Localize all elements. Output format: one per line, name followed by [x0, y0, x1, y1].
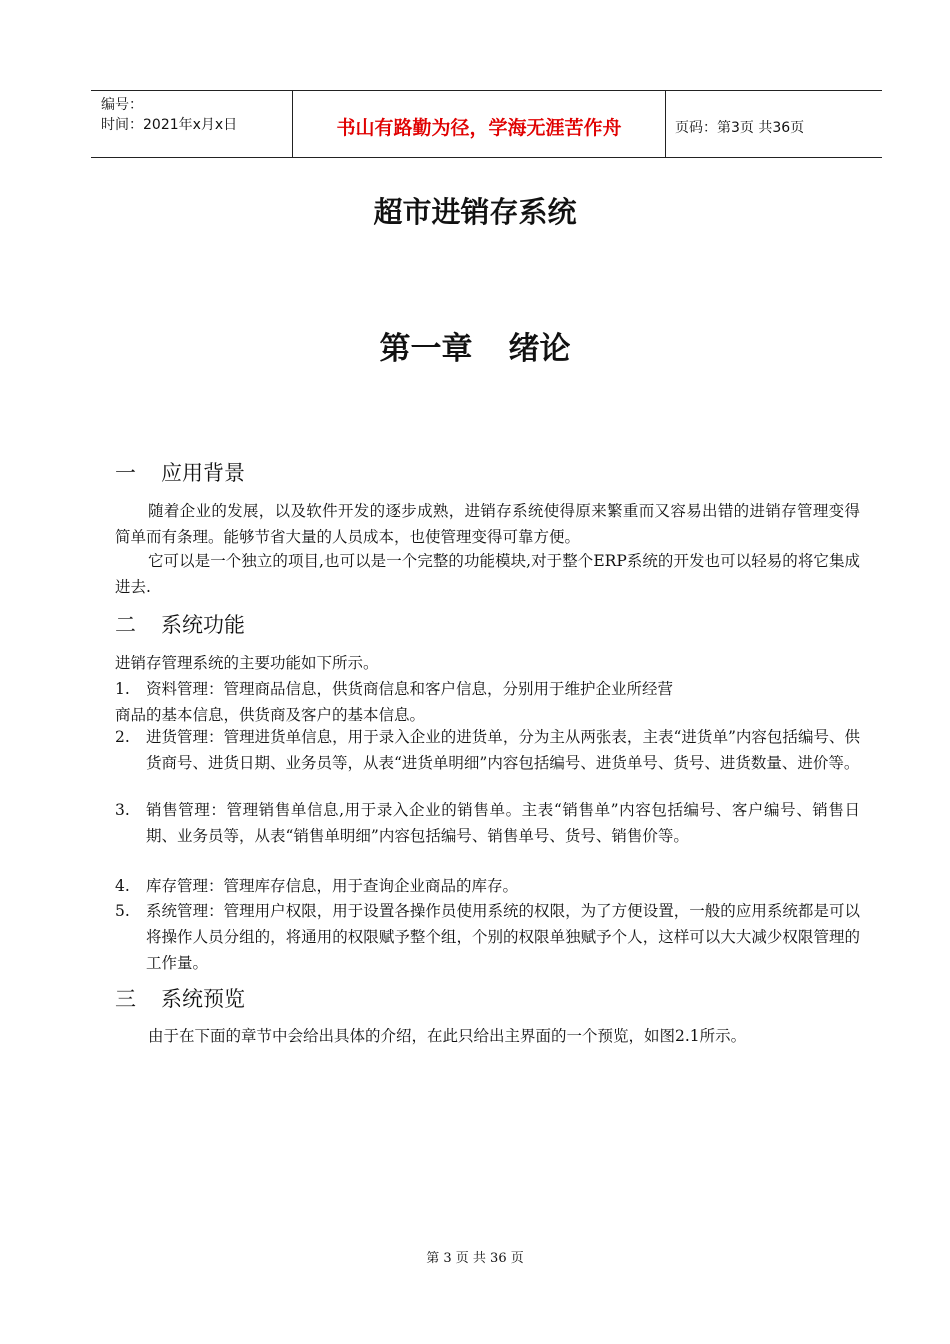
list-text: 销售管理：管理销售单信息,用于录入企业的销售单。主表“销售单”内容包括编号、客户编号、销售日期、业务员等，从表“销售单明细”内容包括编号、销售单号、货号、销售价等。: [146, 801, 860, 845]
list-text: 进货管理：管理进货单信息，用于录入企业的进货单，分为主从两张表，主表“进货单”内容包括编号、供货商号、进货日期、业务员等，从表“进货单明细”内容包括编号、进货单号、货号、进货数量、进价等。: [146, 728, 860, 772]
list-item: [115, 724, 860, 776]
section-number: 二: [115, 613, 136, 637]
list-number: 4.: [115, 877, 130, 895]
section-heading: [115, 612, 245, 638]
section-intro: 进销存管理系统的主要功能如下所示。: [115, 654, 379, 672]
header-page-info: 页码：第3页 共36页: [675, 120, 805, 136]
chapter-title: [0, 323, 950, 368]
list-text: 库存管理：管理库存信息，用于查询企业商品的库存。: [146, 877, 519, 895]
section-heading: [115, 460, 245, 486]
time-label: 时间：2021年x月x日: [101, 117, 238, 133]
list-number: 1.: [115, 680, 130, 698]
document-title: 超市进销存系统: [373, 195, 577, 229]
paragraph: 它可以是一个独立的项目,也可以是一个完整的功能模块,对于整个ERP系统的开发也可以轻易的将它集成进去.: [115, 552, 860, 596]
page-footer: 第 3 页 共 36 页: [426, 1251, 524, 1266]
section-title: 应用背景: [161, 461, 245, 485]
section-number: 三: [115, 987, 136, 1011]
list-item-continuation: 商品的基本信息，供货商及客户的基本信息。: [115, 706, 426, 724]
header-divider: [665, 91, 666, 157]
list-number: 5.: [115, 902, 130, 920]
paragraph: 由于在下面的章节中会给出具体的介绍，在此只给出主界面的一个预览，如图2.1所示。: [148, 1027, 747, 1045]
header-meta: [101, 95, 237, 135]
list-item: [115, 676, 860, 702]
list-number: 2.: [115, 728, 130, 746]
list-text: 系统管理：管理用户权限，用于设置各操作员使用系统的权限，为了方便设置，一般的应用系统都是可以将操作人员分组的，将通用的权限赋予整个组，个别的权限单独赋予个人，这样可以大大减少权限管理的工作量。: [146, 902, 860, 972]
list-text: 资料管理：管理商品信息，供货商信息和客户信息，分别用于维护企业所经营: [146, 680, 674, 698]
list-item: [115, 898, 860, 976]
list-item: [115, 797, 860, 849]
section-title: 系统预览: [161, 987, 245, 1011]
paragraph: 随着企业的发展，以及软件开发的逐步成熟，进销存系统使得原来繁重而又容易出错的进销存管理变得简单而有条理。能够节省大量的人员成本，也使管理变得可靠方便。: [115, 502, 860, 546]
section-heading: [115, 986, 245, 1012]
list-number: 3.: [115, 801, 130, 819]
chapter-name: 绪论: [508, 331, 571, 367]
list-item: [115, 873, 860, 899]
header-motto: 书山有路勤为径，学海无涯苦作舟: [336, 117, 622, 139]
section-title: 系统功能: [161, 613, 245, 637]
chapter-number: 第一章: [379, 331, 473, 367]
page-header: [91, 90, 882, 158]
number-label: 编号：: [101, 97, 143, 113]
section-number: 一: [115, 461, 136, 485]
